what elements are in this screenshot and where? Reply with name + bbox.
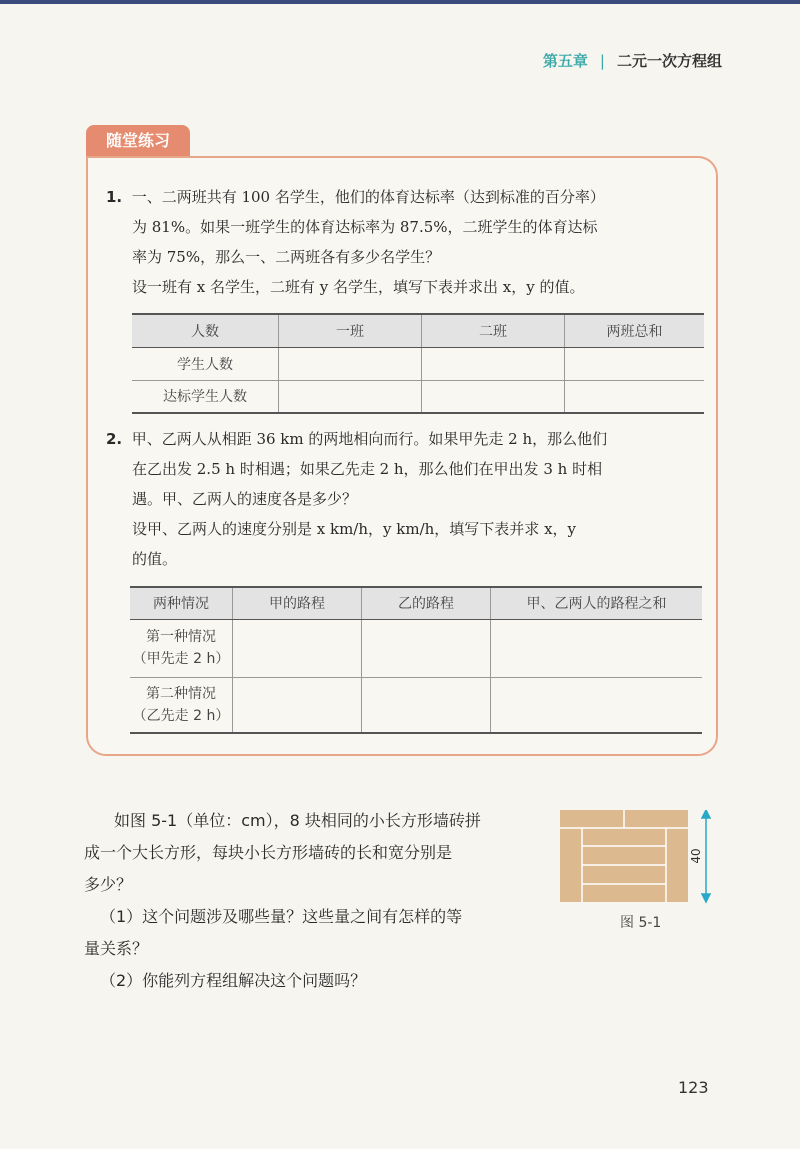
problem-line: 遇。甲、乙两人的速度各是多少？ — [132, 490, 358, 508]
empty-cell — [422, 380, 565, 413]
problem-line: 为 81%。如果一班学生的体育达标率为 87.5%，二班学生的体育达标 — [132, 218, 598, 236]
empty-cell — [279, 380, 422, 413]
table-header: 二班 — [422, 314, 565, 347]
table-header: 两种情况 — [130, 587, 233, 619]
problem-number: 2. — [106, 430, 123, 448]
figure-caption: 图 5-1 — [620, 915, 662, 931]
page-header — [543, 50, 722, 71]
problem-line: 的值。 — [132, 550, 178, 568]
problem-line: 在乙出发 2.5 h 时相遇；如果乙先走 2 h，那么他们在甲出发 3 h 时相 — [132, 460, 603, 478]
figure-5-1 — [560, 810, 720, 910]
table-row — [130, 677, 702, 733]
table-row — [132, 347, 704, 380]
problem-line: 一、二两班共有 100 名学生，他们的体育达标率（达到标准的百分率） — [131, 188, 605, 206]
text-line: 多少？ — [84, 875, 133, 894]
table-header: 甲的路程 — [233, 587, 362, 619]
table-row — [132, 380, 704, 413]
table-header: 一班 — [279, 314, 422, 347]
empty-cell — [233, 677, 362, 733]
empty-cell — [362, 619, 491, 677]
problem-1 — [106, 182, 706, 302]
top-border — [0, 0, 800, 4]
empty-cell — [491, 677, 703, 733]
section-tab: 随堂练习 — [86, 125, 190, 157]
empty-cell — [565, 380, 705, 413]
empty-cell — [565, 347, 705, 380]
text-line: （1）这个问题涉及哪些量？这些量之间有怎样的等 — [100, 907, 463, 926]
dimension-arrow — [702, 810, 710, 902]
row-label-line2: （乙先走 2 h） — [132, 707, 230, 724]
row-label: 达标学生人数 — [132, 380, 279, 413]
dimension-label: 40 — [689, 848, 703, 864]
text-line: 量关系？ — [84, 939, 149, 958]
main-question — [84, 805, 554, 997]
table-2 — [130, 586, 702, 734]
problem-2 — [106, 424, 706, 574]
table-header: 甲、乙两人的路程之和 — [491, 587, 703, 619]
chapter-label: 第五章 — [542, 52, 588, 70]
tile-diagram — [560, 810, 720, 906]
row-label — [130, 619, 233, 677]
row-label: 学生人数 — [132, 347, 279, 380]
empty-cell — [362, 677, 491, 733]
header-separator: | — [599, 51, 605, 70]
row-label-line2: （甲先走 2 h） — [132, 651, 230, 667]
text-line: （2）你能列方程组解决这个问题吗？ — [100, 971, 367, 990]
problem-line: 甲、乙两人从相距 36 km 的两地相向而行。如果甲先走 2 h，那么他们 — [131, 430, 608, 448]
problem-line: 设一班有 x 名学生，二班有 y 名学生，填写下表并求出 x，y 的值。 — [132, 278, 585, 296]
problem-number: 1. — [106, 188, 123, 206]
chapter-title: 二元一次方程组 — [616, 52, 722, 70]
table-row — [130, 619, 702, 677]
text-line: 如图 5-1（单位：cm），8 块相同的小长方形墙砖拼 — [114, 811, 481, 830]
table-header: 乙的路程 — [362, 587, 491, 619]
row-label — [130, 677, 233, 733]
problem-line: 率为 75%，那么一、二两班各有多少名学生？ — [132, 248, 441, 266]
empty-cell — [422, 347, 565, 380]
text-line: 成一个大长方形，每块小长方形墙砖的长和宽分别是 — [84, 843, 453, 862]
row-label-line1: 第二种情况 — [146, 685, 216, 702]
empty-cell — [279, 347, 422, 380]
table-1 — [132, 313, 704, 414]
row-label-line1: 第一种情况 — [146, 629, 216, 645]
table-header: 两班总和 — [565, 314, 705, 347]
page-number: 123 — [678, 1078, 709, 1097]
empty-cell — [233, 619, 362, 677]
empty-cell — [491, 619, 703, 677]
table-header: 人数 — [132, 314, 279, 347]
problem-line: 设甲、乙两人的速度分别是 x km/h，y km/h，填写下表并求 x，y — [132, 520, 576, 538]
